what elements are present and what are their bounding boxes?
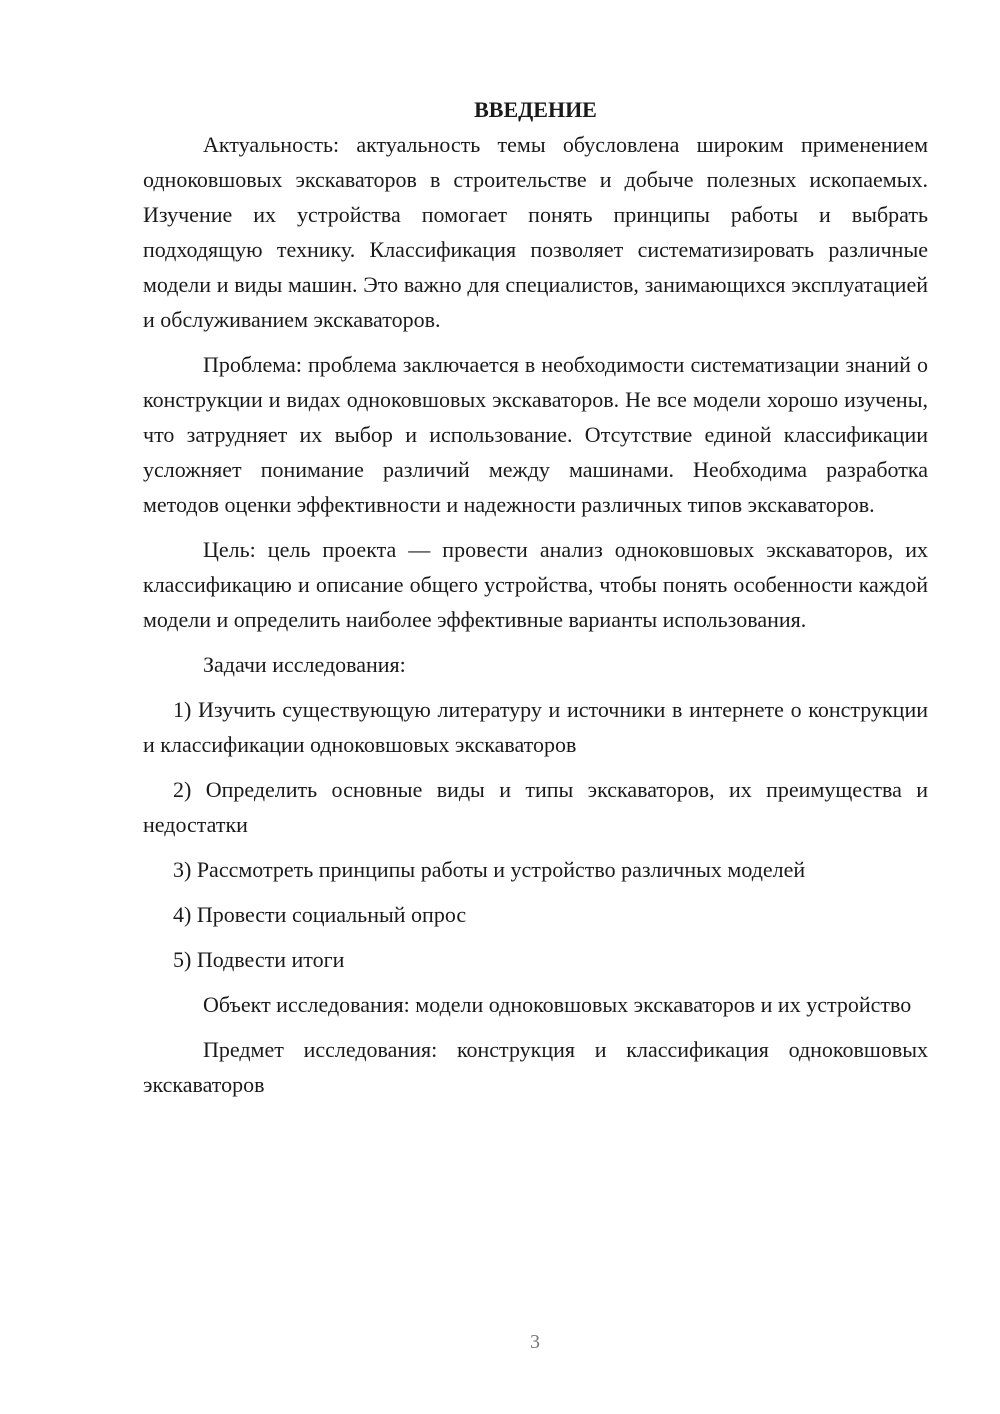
object-paragraph: Объект исследования: модели одноковшовых экскаваторов и их устройство bbox=[203, 992, 912, 1017]
tasks-heading: Задачи исследования: bbox=[203, 652, 406, 677]
task-item: 2) Определить основные виды и типы экскаваторов, их преимущества и недостатки bbox=[143, 777, 928, 837]
task-item: 4) Провести социальный опрос bbox=[173, 902, 467, 927]
task-item: 5) Подвести итоги bbox=[173, 947, 345, 972]
document-body bbox=[143, 92, 928, 1102]
relevance-paragraph: Актуальность: актуальность темы обусловлена широким применением одноковшовых экскаваторов в строительстве и добыче полезных ископаемых. Изучение их устройства помогает понять принципы работы и выбрать подходящую технику. Классификация позволяет систематизировать различные модели и виды машин. Это важно для специалистов, занимающихся эксплуатацией и обслуживанием экскаваторов. bbox=[143, 132, 928, 332]
goal-paragraph: Цель: цель проекта — провести анализ одноковшовых экскаваторов, их классификацию и описание общего устройства, чтобы понять особенности каждой модели и определить наиболее эффективные варианты использования. bbox=[143, 537, 928, 632]
task-item: 3) Рассмотреть принципы работы и устройство различных моделей bbox=[173, 857, 806, 882]
page-title: ВВЕДЕНИЕ bbox=[474, 97, 597, 122]
task-item: 1) Изучить существующую литературу и источники в интернете о конструкции и классификации одноковшовых экскаваторов bbox=[143, 697, 928, 757]
problem-paragraph: Проблема: проблема заключается в необходимости систематизации знаний о конструкции и видах одноковшовых экскаваторов. Не все модели хорошо изучены, что затрудняет их выбор и использование. Отсутствие единой классификации усложняет понимание различий между машинами. Необходима разработка методов оценки эффективности и надежности различных типов экскаваторов. bbox=[143, 352, 928, 517]
page-number: 3 bbox=[530, 1331, 540, 1353]
subject-paragraph: Предмет исследования: конструкция и классификация одноковшовых экскаваторов bbox=[143, 1037, 928, 1097]
